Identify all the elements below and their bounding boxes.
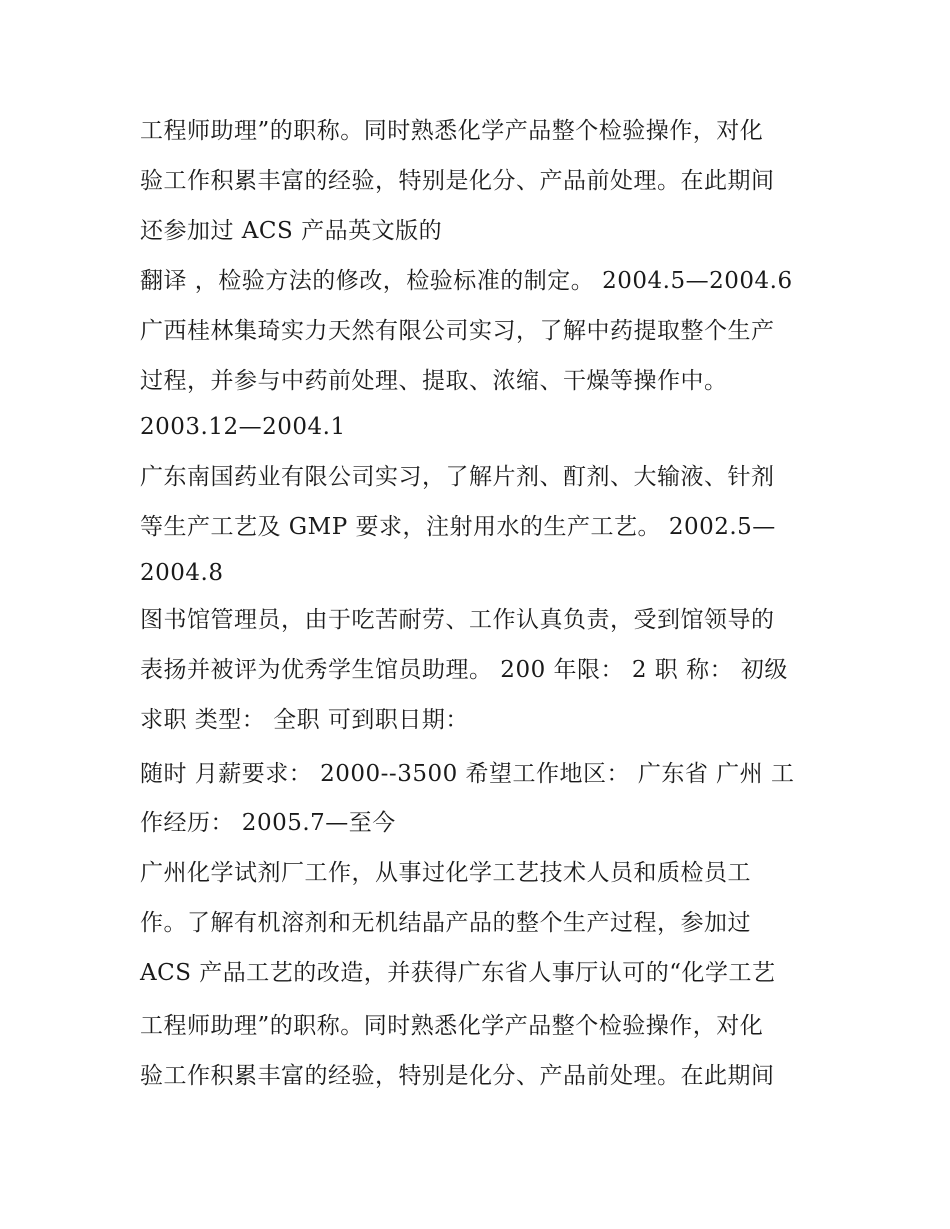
text-line-4: 翻译 ，检验方法的修改，检验标准的制定。 2004.5—2004.6: [140, 268, 793, 294]
text-line-3: 还参加过 ACS 产品英文版的: [140, 218, 443, 244]
text-line-9: 等生产工艺及 GMP 要求，注射用水的生产工艺。 2002.5—: [140, 514, 776, 540]
text-line-19: 工程师助理”的职称。同时熟悉化学产品整个检验操作，对化: [140, 1013, 764, 1039]
text-line-8: 广东南国药业有限公司实习，了解片剂、酊剂、大输液、针剂: [140, 464, 775, 490]
text-line-13: 求职 类型： 全职 可到职日期：: [140, 707, 469, 733]
text-line-18: ACS 产品工艺的改造，并获得广东省人事厅认可的“化学工艺: [140, 960, 776, 986]
text-line-7: 2003.12—2004.1: [140, 414, 346, 440]
text-line-17: 作。了解有机溶剂和无机结晶产品的整个生产过程，参加过: [140, 910, 751, 936]
text-line-14: 随时 月薪要求： 2000--3500 希望工作地区： 广东省 广州 工: [140, 761, 795, 787]
text-line-15: 作经历： 2005.7—至今: [140, 810, 396, 836]
text-line-6: 过程，并参与中药前处理、提取、浓缩、干燥等操作中。: [140, 368, 728, 394]
text-line-11: 图书馆管理员，由于吃苦耐劳、工作认真负责，受到馆领导的: [140, 607, 775, 633]
text-line-20: 验工作积累丰富的经验，特别是化分、产品前处理。在此期间: [140, 1063, 775, 1089]
text-line-16: 广州化学试剂厂工作，从事过化学工艺技术人员和质检员工: [140, 860, 751, 886]
text-line-1: 工程师助理”的职称。同时熟悉化学产品整个检验操作，对化: [140, 118, 764, 144]
text-line-12: 表扬并被评为优秀学生馆员助理。 200 年限： 2 职 称： 初级: [140, 657, 788, 683]
text-line-10: 2004.8: [140, 560, 224, 586]
text-line-5: 广西桂林集琦实力天然有限公司实习，了解中药提取整个生产: [140, 318, 775, 344]
text-line-2: 验工作积累丰富的经验，特别是化分、产品前处理。在此期间: [140, 168, 775, 194]
